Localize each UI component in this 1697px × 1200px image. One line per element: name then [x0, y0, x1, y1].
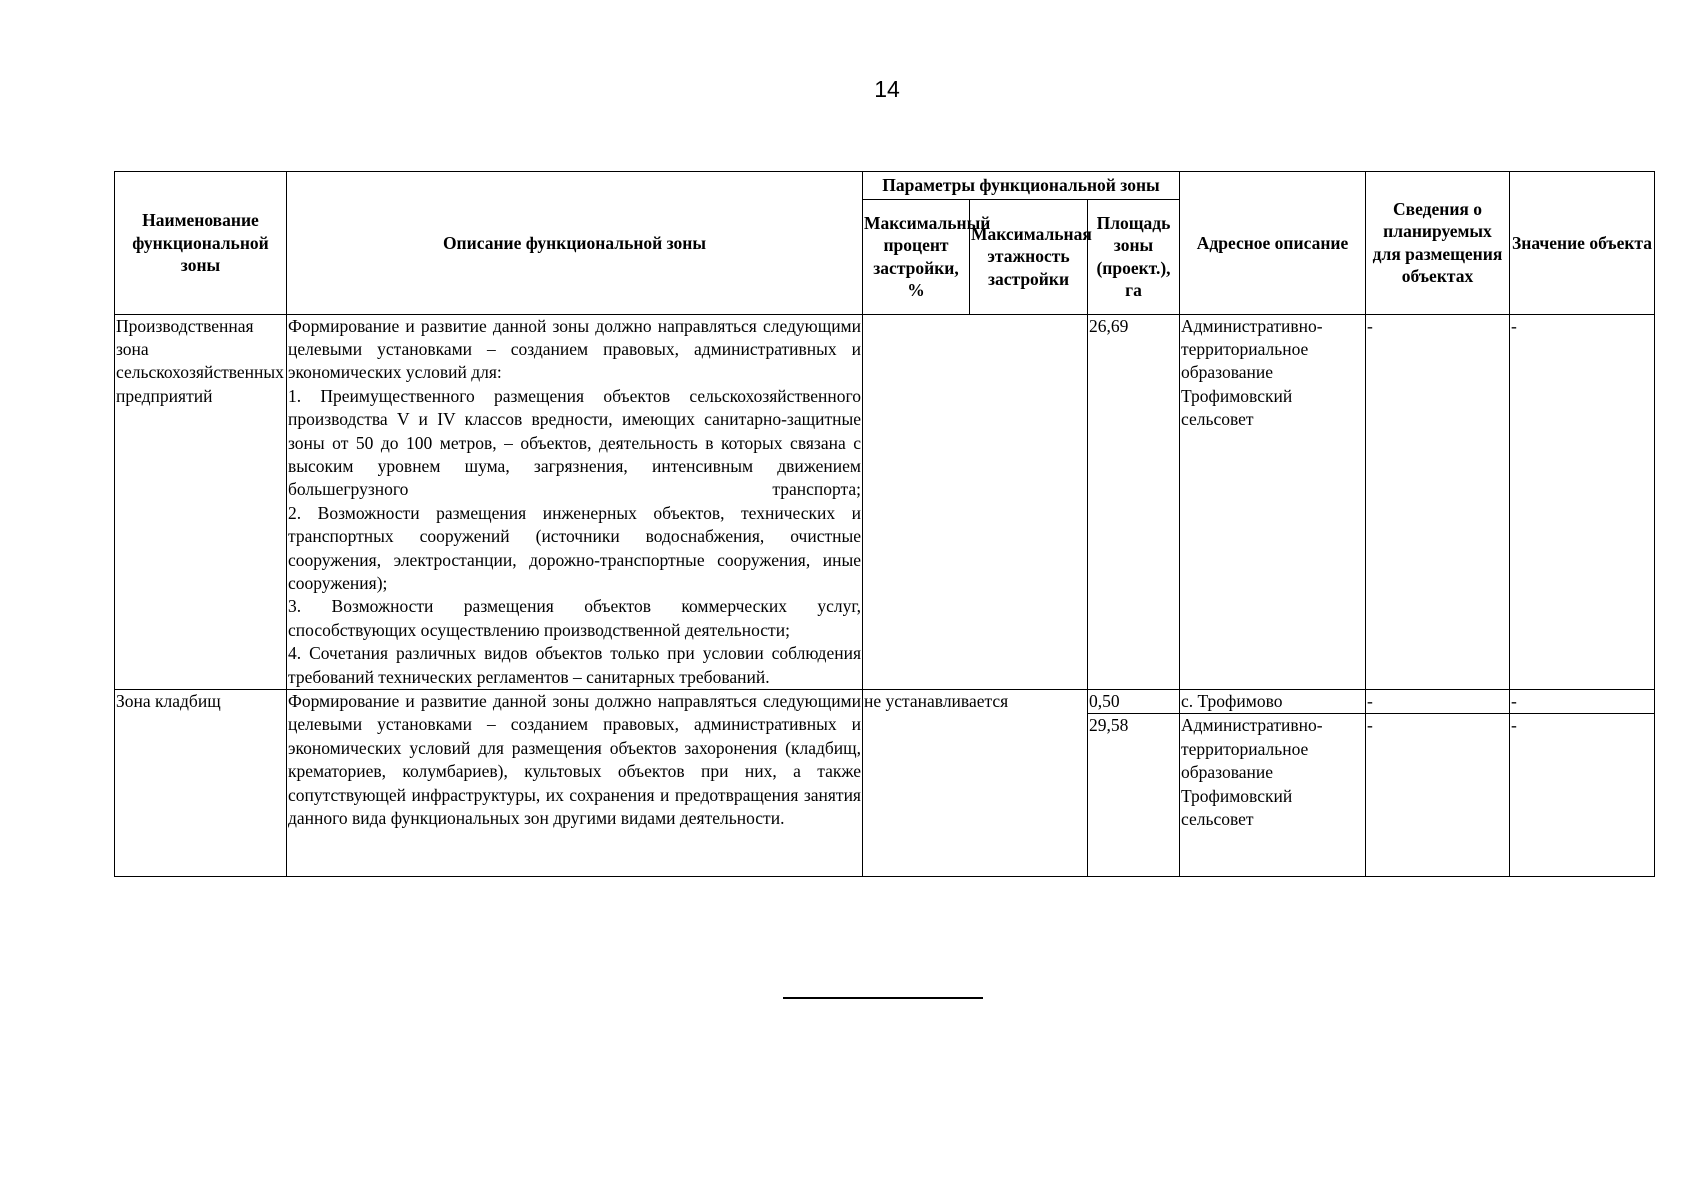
- object-value-cell: -: [1510, 314, 1655, 690]
- description-paragraph: 1. Преимущественного размещения объектов сельскохозяйственного производства V и IV классов вредности, имеющих санитарно-защитные зоны от 50 до 100 метров, – объектов, деятельность в которых связана с высоким уровнем шума, загрязнения, интенсивным движением большегрузного транспорта;: [288, 385, 861, 500]
- header-zone-parameters: Параметры функциональной зоны: [863, 172, 1180, 200]
- zone-description-cell: Формирование и развитие данной зоны должно направляться следующими целевыми установками – созданием правовых, административных и экономических условий для размещения объектов захоронения (кладбищ, крематориев, колумбариев), культовых объектов при них, а также сопутствующей инфраструктуры, их сохранения и предотвращения занятия данного вида функциональных зон другими видами деятельности.: [287, 690, 863, 877]
- zone-parameters-cell: [863, 314, 1088, 690]
- zone-parameters-cell: не устанавливается: [863, 690, 1088, 877]
- zone-address-cell: Административно-территориальное образование Трофимовский сельсовет: [1180, 314, 1366, 690]
- header-address: Адресное описание: [1180, 172, 1366, 315]
- description-paragraph: 2. Возможности размещения инженерных объектов, технических и транспортных сооружений (источники водоснабжения, очистные сооружения, электростанции, дорожно-транспортные сооружения, иные сооружения);: [288, 502, 861, 593]
- zone-name-cell: Производственная зона сельскохозяйственных предприятий: [115, 314, 287, 690]
- zone-address-cell: Административно-территориальное образование Трофимовский сельсовет: [1180, 714, 1366, 877]
- zone-area-cell: 26,69: [1088, 314, 1180, 690]
- object-value-cell: -: [1510, 690, 1655, 714]
- header-max-percent: Максимальный процент застройки, %: [863, 199, 970, 314]
- description-paragraph: 4. Сочетания различных видов объектов только при условии соблюдения требований технических регламентов – санитарных требований.: [288, 643, 861, 687]
- zone-area-cell: 0,50: [1088, 690, 1180, 714]
- header-planned-objects: Сведения о планируемых для размещения объектах: [1366, 172, 1510, 315]
- planned-objects-cell: -: [1366, 314, 1510, 690]
- zone-area-cell: 29,58: [1088, 714, 1180, 877]
- header-area: Площадь зоны (проект.), га: [1088, 199, 1180, 314]
- object-value-cell: -: [1510, 714, 1655, 877]
- table-row: [115, 690, 1655, 714]
- header-zone-description: Описание функциональной зоны: [287, 172, 863, 315]
- header-max-floors: Максимальная этажность застройки: [970, 199, 1088, 314]
- header-zone-name: Наименование функциональной зоны: [115, 172, 287, 315]
- page-number: 14: [874, 76, 900, 102]
- planned-objects-cell: -: [1366, 714, 1510, 877]
- zone-name-cell: Зона кладбищ: [115, 690, 287, 877]
- functional-zones-table: [114, 171, 1655, 877]
- header-object-value: Значение объекта: [1510, 172, 1655, 315]
- description-paragraph: Формирование и развитие данной зоны должно направляться следующими целевыми установками – созданием правовых, административных и экономических условий для:: [288, 315, 861, 383]
- header-row: [115, 172, 1655, 200]
- description-paragraph: 3. Возможности размещения объектов коммерческих услуг, способствующих осуществлению производственной деятельности;: [288, 596, 861, 640]
- zone-address-cell: с. Трофимово: [1180, 690, 1366, 714]
- zone-description-cell: [287, 314, 863, 690]
- table-row: [115, 314, 1655, 690]
- planned-objects-cell: -: [1366, 690, 1510, 714]
- end-rule: [783, 997, 983, 999]
